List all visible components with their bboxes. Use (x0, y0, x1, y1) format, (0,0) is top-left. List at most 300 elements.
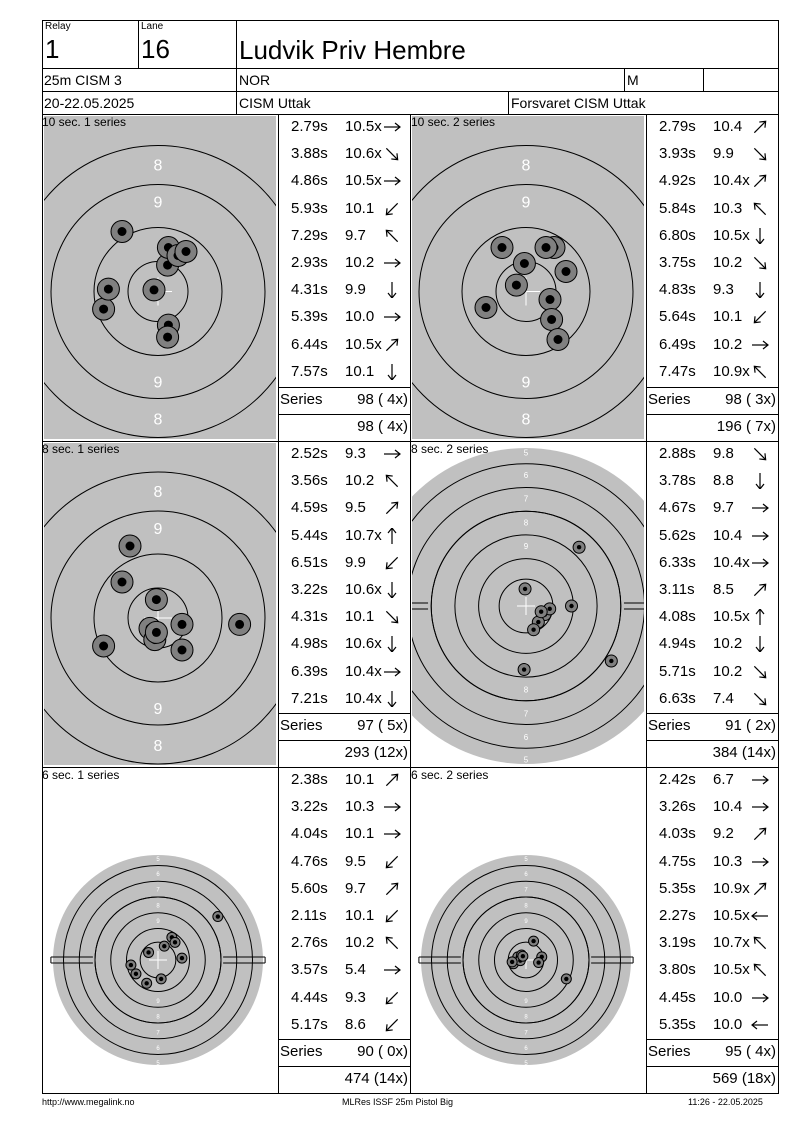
shot-hole-center (99, 305, 108, 314)
ring-label: 6 (524, 871, 528, 878)
shot-score: 8.8 (713, 472, 734, 490)
divider (42, 1093, 410, 1094)
arrow-up-right-icon (750, 173, 770, 189)
shot-time: 2.42s (659, 771, 696, 788)
ring-label: 8 (156, 1014, 160, 1021)
competition-name: CISM Uttak (239, 95, 311, 111)
target-diagram (44, 443, 276, 765)
arrow-right-icon (750, 337, 770, 353)
shot-time: 3.11s (659, 581, 695, 598)
shot-score: 10.5x (345, 335, 382, 353)
shot-score: 10.2 (345, 472, 375, 490)
shot-hole-center (152, 628, 161, 637)
shot-score: 10.9x (713, 362, 750, 380)
ring-label: 8 (523, 685, 529, 695)
arrow-right-icon (750, 555, 770, 571)
arrow-down-right-icon (382, 146, 402, 162)
arrow-down-right-icon (382, 609, 402, 625)
arrow-right-icon (382, 119, 402, 135)
divider (278, 713, 410, 714)
shot-hole-center (99, 642, 108, 651)
ring-label: 9 (523, 541, 529, 551)
shot-score: 10.0 (345, 308, 375, 326)
shot-hole-center (178, 646, 187, 655)
shot-hole-center (482, 303, 491, 312)
arrow-right-icon (382, 446, 402, 462)
shot-time: 5.71s (659, 662, 696, 680)
ring-label: 8 (523, 518, 529, 528)
shot-time: 5.84s (659, 199, 696, 217)
arrow-right-icon (382, 799, 402, 815)
shot-hole-center (554, 335, 563, 344)
shot-score: 10.5x (345, 118, 382, 135)
arrow-down-left-icon (382, 1017, 402, 1033)
shot-score: 9.9 (713, 145, 734, 163)
shot-score: 10.1 (345, 199, 375, 217)
divider (646, 1066, 778, 1067)
divider (42, 91, 779, 92)
series-score: 98 ( 3x) (725, 391, 776, 408)
running-total: 474 (14x) (344, 1070, 408, 1087)
shot-time: 7.57s (291, 362, 328, 380)
shot-hole-center (546, 295, 555, 304)
shot-hole-center (521, 954, 525, 958)
shot-score: 10.4 (713, 526, 743, 544)
ring-label: 8 (524, 1014, 528, 1021)
ring-label: 8 (156, 903, 160, 910)
shot-hole-center (539, 609, 543, 613)
shot-score: 10.4x (345, 662, 382, 680)
shot-hole-center (564, 977, 568, 981)
running-total: 293 (12x) (344, 744, 408, 761)
shot-score: 10.1 (713, 308, 743, 326)
shot-time: 4.59s (291, 499, 328, 517)
shot-score: 10.2 (713, 662, 743, 680)
shot-time: 6.63s (659, 689, 696, 707)
divider (646, 767, 647, 1093)
arrow-down-left-icon (382, 201, 402, 217)
relay-label: Relay (45, 21, 71, 32)
lane-value: 16 (141, 34, 170, 64)
ring-label: 9 (153, 521, 163, 538)
series-panel (42, 114, 410, 441)
ring-label: 6 (523, 733, 529, 743)
shot-hole-center (118, 578, 127, 587)
shot-time: 3.78s (659, 472, 696, 490)
shot-time: 2.79s (659, 118, 696, 135)
shot-time: 7.47s (659, 362, 696, 380)
shot-hole-center (520, 259, 529, 268)
shot-score: 9.9 (345, 281, 366, 299)
series-score: 95 ( 4x) (725, 1043, 776, 1060)
shot-time: 5.93s (291, 199, 328, 217)
shot-hole-center (144, 981, 148, 985)
shot-time: 4.31s (291, 281, 328, 299)
shot-score: 9.8 (713, 445, 734, 462)
shot-score: 10.4x (713, 553, 750, 571)
shot-time: 6.33s (659, 553, 696, 571)
divider (646, 114, 647, 441)
shot-time: 6.49s (659, 335, 696, 353)
shot-hole-center (173, 940, 177, 944)
arrow-right-icon (382, 962, 402, 978)
shooter-name: Ludvik Priv Hembre (239, 35, 466, 65)
divider (278, 114, 279, 441)
series-label: Series (648, 1043, 691, 1060)
shot-hole-center (547, 315, 556, 324)
shot-time: 3.57s (291, 961, 328, 979)
series-title: 10 sec. 2 series (411, 115, 496, 129)
divider (508, 91, 509, 114)
target-diagram (412, 443, 644, 765)
arrow-up-right-icon (382, 772, 402, 788)
shot-score: 10.4x (345, 689, 382, 707)
shot-time: 4.76s (291, 852, 328, 870)
shot-hole-center (536, 960, 540, 964)
shot-time: 3.75s (659, 254, 696, 271)
series-score: 91 ( 2x) (725, 717, 776, 734)
shot-hole-center (118, 227, 127, 236)
shot-hole-center (163, 333, 172, 342)
ring-label: 9 (153, 374, 163, 392)
shot-score: 10.4x (713, 172, 750, 190)
divider (646, 740, 778, 741)
shot-time: 4.92s (659, 172, 696, 190)
shot-time: 2.52s (291, 445, 328, 462)
arrow-down-icon (750, 228, 770, 244)
shot-score: 10.6x (345, 145, 382, 163)
shot-hole-center (609, 659, 613, 663)
ring-label: 7 (524, 1030, 528, 1037)
shot-score: 10.4 (713, 798, 743, 816)
ring-label: 8 (521, 157, 531, 175)
shot-score: 9.2 (713, 825, 734, 843)
shot-time: 4.31s (291, 608, 328, 626)
arrow-up-left-icon (382, 228, 402, 244)
arrow-up-right-icon (750, 826, 770, 842)
arrow-right-icon (750, 500, 770, 516)
ring-label: 7 (524, 887, 528, 894)
shot-time: 4.04s (291, 825, 328, 843)
nation-code: NOR (239, 72, 271, 88)
shot-time: 5.60s (291, 879, 328, 897)
shot-time: 3.26s (659, 798, 696, 816)
arrow-down-left-icon (382, 555, 402, 571)
ring-label: 9 (156, 998, 160, 1005)
shot-time: 4.67s (659, 499, 696, 517)
shot-score: 10.1 (345, 771, 375, 788)
shot-hole-center (216, 914, 220, 918)
divider (138, 20, 139, 68)
shot-score: 9.5 (345, 499, 366, 517)
shot-time: 2.88s (659, 445, 696, 462)
series-title: 6 sec. 2 series (411, 768, 489, 782)
shot-score: 7.4 (713, 689, 734, 707)
series-title: 10 sec. 1 series (42, 115, 127, 129)
shot-time: 6.44s (291, 335, 328, 353)
shot-hole-center (180, 956, 184, 960)
arrow-up-left-icon (750, 935, 770, 951)
ring-label: 7 (523, 494, 529, 504)
ring-label: 8 (153, 411, 163, 429)
shot-time: 3.22s (291, 798, 328, 816)
shot-hole-center (569, 604, 573, 608)
shot-score: 9.7 (713, 499, 734, 517)
series-panel (42, 767, 410, 1093)
shot-time: 2.79s (291, 118, 328, 135)
divider (646, 713, 778, 714)
arrow-down-left-icon (382, 854, 402, 870)
shot-time: 4.98s (291, 635, 328, 653)
shot-time: 3.88s (291, 145, 328, 163)
shot-hole-center (134, 972, 138, 976)
arrow-down-icon (382, 282, 402, 298)
shot-score: 10.2 (345, 254, 375, 271)
arrow-right-icon (382, 173, 402, 189)
shot-score: 10.1 (345, 825, 375, 843)
shot-score: 10.1 (345, 907, 375, 924)
arrow-down-right-icon (750, 255, 770, 271)
shot-hole-center (536, 620, 540, 624)
shot-time: 3.19s (659, 934, 696, 952)
divider (278, 414, 410, 415)
series-panel (410, 441, 778, 767)
shot-score: 10.7x (713, 934, 750, 952)
ring-label: 6 (156, 871, 160, 878)
shot-hole-center (129, 963, 133, 967)
arrow-down-left-icon (382, 908, 402, 924)
shot-score: 10.0 (713, 1015, 743, 1033)
divider (278, 1039, 410, 1040)
shot-score: 9.3 (713, 281, 734, 299)
shot-hole-center (162, 944, 166, 948)
series-panel (410, 114, 778, 441)
shot-hole-center (182, 247, 191, 256)
divider (410, 1093, 778, 1094)
shot-time: 5.35s (659, 879, 696, 897)
arrow-right-icon (382, 309, 402, 325)
shot-score: 10.2 (713, 335, 743, 353)
class-code: M (627, 72, 639, 88)
arrow-down-icon (750, 282, 770, 298)
shot-time: 6.80s (659, 226, 696, 244)
shot-score: 10.2 (713, 635, 743, 653)
shot-score: 10.9x (713, 879, 750, 897)
divider (703, 68, 704, 91)
divider (278, 441, 279, 767)
shot-hole-center (548, 607, 552, 611)
arrow-down-right-icon (750, 146, 770, 162)
shot-time: 6.51s (291, 553, 328, 571)
series-panel (42, 441, 410, 767)
shot-time: 7.21s (291, 689, 328, 707)
shot-time: 7.29s (291, 226, 328, 244)
target-diagram (44, 116, 276, 439)
shot-time: 4.86s (291, 172, 328, 190)
arrow-right-icon (382, 664, 402, 680)
arrow-up-left-icon (750, 201, 770, 217)
shot-score: 9.3 (345, 445, 366, 462)
divider (646, 441, 647, 767)
relay-value: 1 (45, 34, 60, 64)
arrow-down-icon (750, 636, 770, 652)
arrow-up-icon (382, 528, 402, 544)
shot-time: 4.75s (659, 852, 696, 870)
shot-hole-center (523, 587, 527, 591)
shot-time: 3.93s (659, 145, 696, 163)
shot-score: 9.9 (345, 553, 366, 571)
shot-time: 4.03s (659, 825, 696, 843)
running-total: 98 ( 4x) (357, 418, 408, 435)
shot-time: 4.08s (659, 608, 696, 626)
series-score: 98 ( 4x) (357, 391, 408, 408)
shot-score: 9.7 (345, 226, 366, 244)
ring-label: 8 (153, 484, 163, 501)
series-title: 8 sec. 2 series (411, 442, 489, 456)
event-name: 25m CISM 3 (44, 72, 122, 88)
arrow-down-icon (750, 473, 770, 489)
shot-hole-center (531, 939, 535, 943)
shot-time: 2.38s (291, 771, 328, 788)
ring-label: 8 (153, 157, 163, 175)
ring-label: 5 (156, 857, 160, 864)
ring-label: 9 (524, 998, 528, 1005)
arrow-right-icon (750, 799, 770, 815)
ring-label: 7 (156, 887, 160, 894)
target-diagram (44, 769, 276, 1091)
ring-label: 9 (153, 194, 163, 212)
shot-score: 10.2 (713, 254, 743, 271)
shot-score: 10.5x (713, 608, 750, 626)
shot-time: 4.83s (659, 281, 696, 299)
arrow-left-icon (750, 908, 770, 924)
shot-hole-center (512, 281, 521, 290)
competition-date: 20-22.05.2025 (44, 95, 135, 111)
shot-time: 5.44s (291, 526, 328, 544)
shot-score: 9.7 (345, 879, 366, 897)
series-label: Series (648, 391, 691, 408)
arrow-down-left-icon (382, 990, 402, 1006)
shot-score: 10.3 (345, 798, 375, 816)
divider (624, 68, 625, 91)
ring-label: 5 (523, 448, 529, 458)
footer-website[interactable]: http://www.megalink.no (42, 1097, 135, 1107)
arrow-up-right-icon (750, 119, 770, 135)
shot-hole-center (126, 542, 135, 551)
series-score: 90 ( 0x) (357, 1043, 408, 1060)
shot-score: 10.2 (345, 934, 375, 952)
shot-hole-center (498, 243, 507, 252)
divider (278, 1066, 410, 1067)
arrow-right-icon (750, 990, 770, 1006)
shot-time: 3.22s (291, 581, 328, 598)
shot-score: 5.4 (345, 961, 366, 979)
arrow-down-icon (382, 691, 402, 707)
shot-score: 10.7x (345, 526, 382, 544)
divider (646, 387, 778, 388)
ring-label: 9 (521, 374, 531, 392)
divider (646, 1039, 778, 1040)
ring-label: 9 (524, 919, 528, 926)
arrow-up-left-icon (750, 364, 770, 380)
ring-label: 7 (156, 1030, 160, 1037)
shot-score: 9.5 (345, 852, 366, 870)
divider (278, 767, 279, 1093)
shot-score: 6.7 (713, 771, 734, 788)
arrow-left-icon (750, 1017, 770, 1033)
arrow-up-left-icon (382, 935, 402, 951)
arrow-up-right-icon (750, 582, 770, 598)
shot-score: 8.5 (713, 581, 734, 598)
running-total: 196 ( 7x) (716, 418, 776, 435)
shot-time: 3.80s (659, 961, 696, 979)
arrow-right-icon (750, 854, 770, 870)
shot-score: 10.1 (345, 608, 375, 626)
ring-label: 7 (523, 709, 529, 719)
ring-label: 5 (156, 1060, 160, 1067)
ring-label: 8 (521, 411, 531, 429)
footer-timestamp: 11:26 - 22.05.2025 (688, 1097, 763, 1107)
arrow-down-right-icon (750, 691, 770, 707)
arrow-down-icon (382, 636, 402, 652)
shot-score: 10.5x (713, 961, 750, 979)
arrow-right-icon (382, 255, 402, 271)
divider (278, 740, 410, 741)
shot-time: 5.64s (659, 308, 696, 326)
arrow-up-right-icon (382, 337, 402, 353)
shot-time: 2.11s (291, 907, 327, 924)
shot-hole-center (235, 620, 244, 629)
ring-label: 5 (524, 857, 528, 864)
shot-time: 4.94s (659, 635, 696, 653)
arrow-down-right-icon (750, 446, 770, 462)
shot-hole-center (531, 628, 535, 632)
ring-label: 8 (524, 903, 528, 910)
shot-score: 10.3 (713, 199, 743, 217)
shot-hole-center (542, 243, 551, 252)
target-diagram (412, 769, 644, 1091)
ring-label: 9 (153, 701, 163, 718)
shot-time: 5.35s (659, 1015, 696, 1033)
series-score: 97 ( 5x) (357, 717, 408, 734)
shot-hole-center (178, 620, 187, 629)
series-label: Series (280, 391, 323, 408)
shot-time: 4.44s (291, 988, 328, 1006)
arrow-down-right-icon (750, 664, 770, 680)
running-total: 569 (18x) (712, 1070, 776, 1087)
shot-score: 10.6x (345, 581, 382, 598)
arrow-right-icon (750, 528, 770, 544)
footer-software: MLRes ISSF 25m Pistol Big (342, 1097, 454, 1107)
shot-score: 10.0 (713, 988, 743, 1006)
shot-time: 4.45s (659, 988, 696, 1006)
ring-label: 6 (156, 1046, 160, 1053)
arrow-down-icon (382, 364, 402, 380)
arrow-up-icon (750, 609, 770, 625)
arrow-down-icon (382, 582, 402, 598)
ring-label: 5 (523, 755, 529, 765)
running-total: 384 (14x) (712, 744, 776, 761)
shot-hole-center (104, 285, 113, 294)
ring-label: 6 (524, 1046, 528, 1053)
series-label: Series (280, 717, 323, 734)
shot-score: 10.1 (345, 362, 375, 380)
arrow-up-right-icon (382, 500, 402, 516)
series-title: 8 sec. 1 series (42, 442, 120, 456)
series-label: Series (280, 1043, 323, 1060)
arrow-up-right-icon (750, 881, 770, 897)
shot-score: 10.3 (713, 852, 743, 870)
